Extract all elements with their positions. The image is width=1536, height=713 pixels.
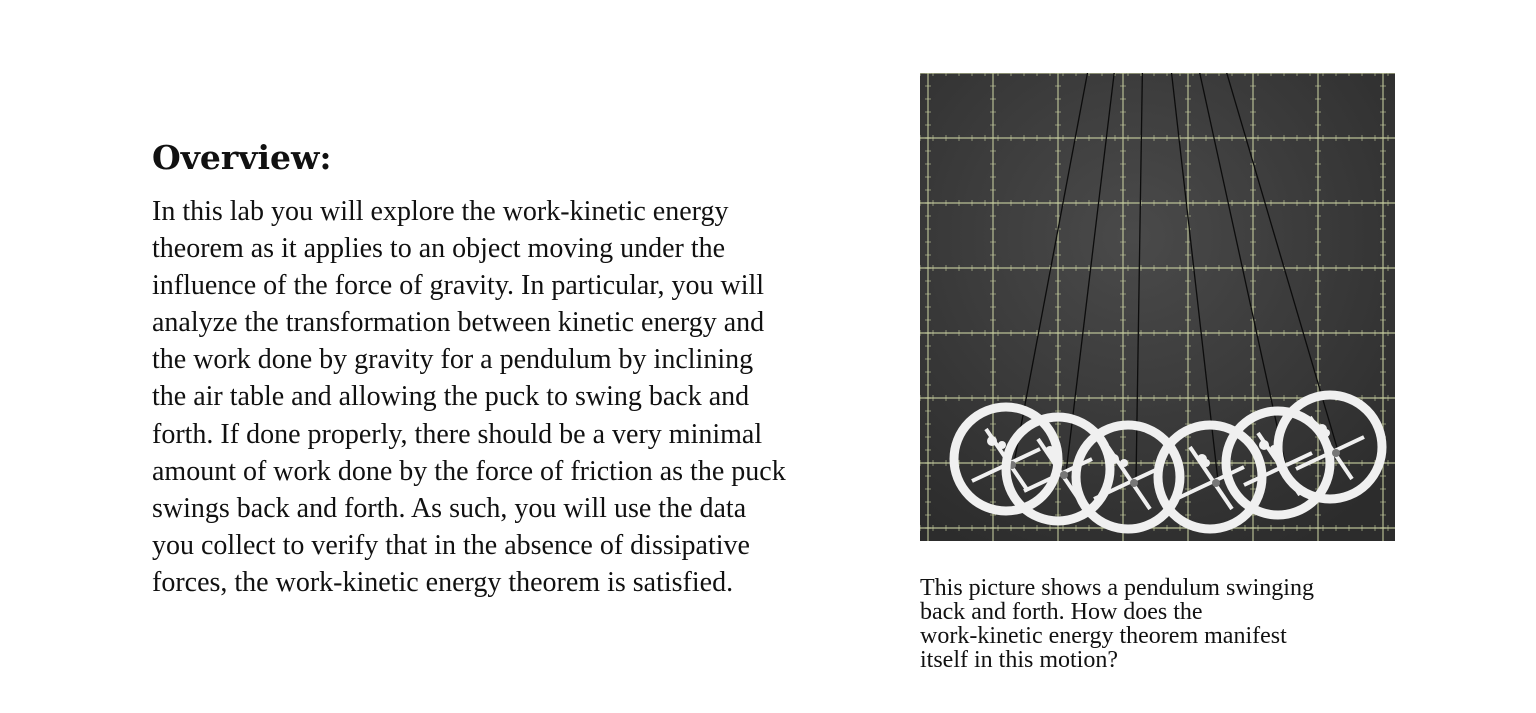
caption-line: This picture shows a pendulum swinging — [920, 575, 1314, 601]
caption-line: itself in this motion? — [920, 647, 1118, 673]
puck-hub — [1212, 479, 1220, 487]
puck-dot — [1109, 454, 1119, 464]
paragraph-line: the air table and allowing the puck to swing back and — [152, 381, 750, 413]
paragraph-line: forth. If done properly, there should be a very minimal — [152, 418, 763, 450]
paragraph-line: influence of the force of gravity. In particular, you will — [152, 270, 765, 302]
caption-line: back and forth. How does the — [920, 599, 1203, 625]
pendulum-drawing — [920, 73, 1395, 541]
puck-dot — [1050, 451, 1058, 459]
overview-heading: Overview: — [152, 138, 332, 177]
puck-dot — [1202, 459, 1210, 467]
puck-dot — [1120, 459, 1128, 467]
figure-caption — [920, 576, 1420, 672]
puck-hub — [1332, 449, 1340, 457]
puck-dot — [987, 436, 997, 446]
pendulum-photo — [920, 73, 1395, 541]
puck-dot — [998, 441, 1006, 449]
paragraph-line: analyze the transformation between kinetic energy and — [152, 307, 765, 339]
paragraph-line: In this lab you will explore the work-kinetic energy — [152, 196, 729, 227]
puck-dot — [1259, 440, 1269, 450]
overview-paragraph — [152, 193, 912, 601]
puck-dot — [1322, 429, 1330, 437]
paragraph-line: you collect to verify that in the absence of dissipative — [152, 529, 750, 561]
puck-hub — [1130, 479, 1138, 487]
paragraph-line: theorem as it applies to an object moving under the — [152, 233, 726, 265]
caption-line: work-kinetic energy theorem manifest — [920, 623, 1287, 649]
paragraph-line: forces, the work-kinetic energy theorem is satisfied. — [152, 566, 734, 598]
paragraph-line: amount of work done by the force of friction as the puck — [152, 455, 786, 487]
puck-hub — [1060, 471, 1068, 479]
paragraph-line: swings back and forth. As such, you will use the data — [152, 492, 747, 524]
paragraph-line: the work done by gravity for a pendulum by inclining — [152, 344, 754, 376]
